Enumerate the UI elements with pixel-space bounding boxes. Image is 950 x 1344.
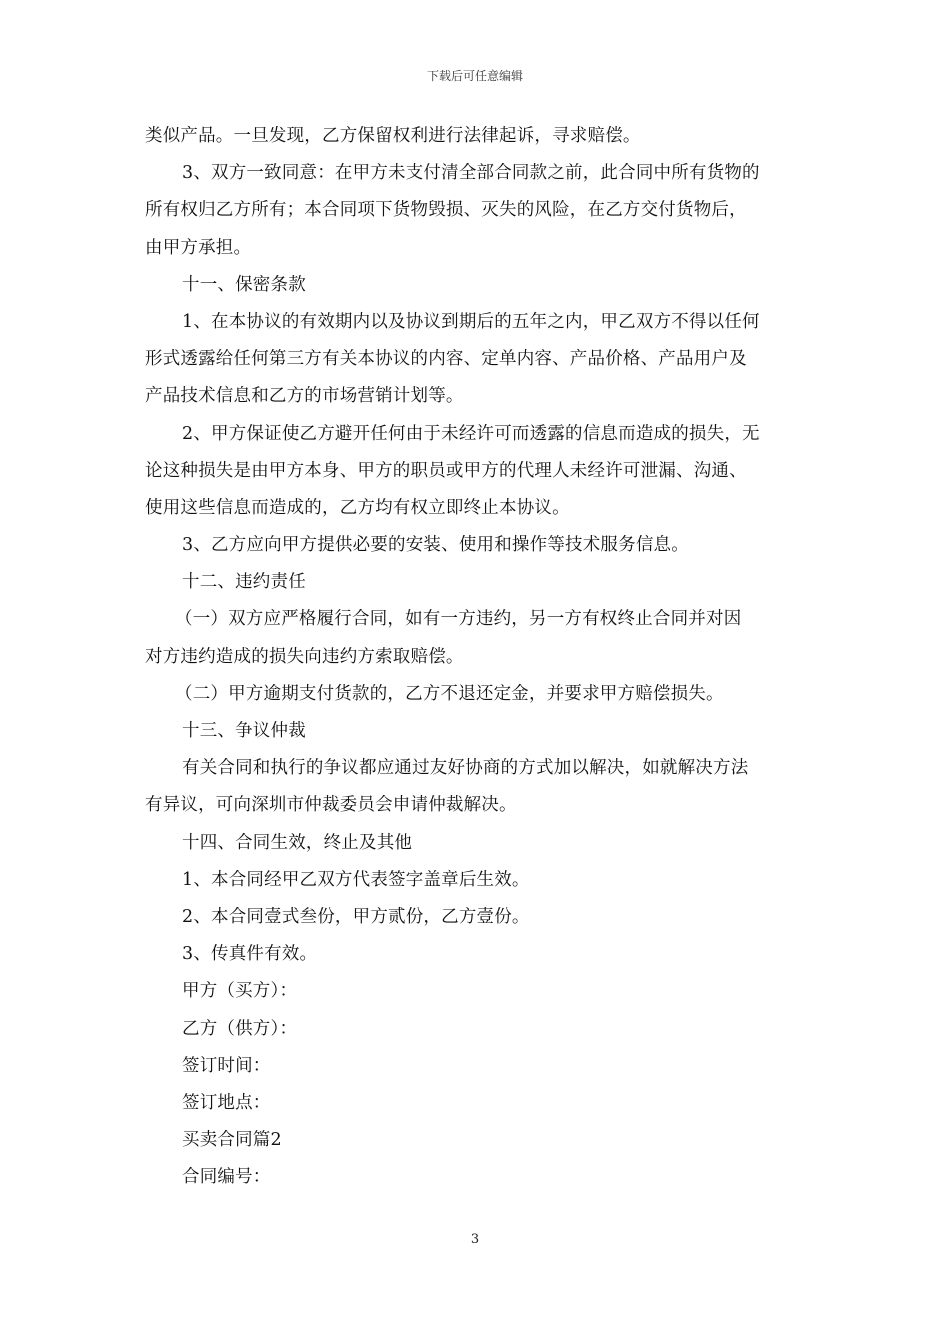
text-line: 对方违约造成的损失向违约方索取赔偿。 [145,646,464,667]
text-line: 2、本合同壹式叁份，甲方贰份，乙方壹份。 [182,906,530,927]
text-line: 十二、违约责任 [182,572,306,593]
text-line: 有关合同和执行的争议都应通过友好协商的方式加以解决，如就解决方法 [182,758,749,779]
text-line: 有异议，可向深圳市仲裁委员会申请仲裁解决。 [145,795,517,816]
text-line: 形式透露给任何第三方有关本协议的内容、定单内容、产品价格、产品用户及 [145,349,747,370]
text-line: 十一、保密条款 [182,274,306,295]
text-line: （一）双方应严格履行合同，如有一方违约，另一方有权终止合同并对因 [175,609,742,630]
text-line: 买卖合同篇2 [182,1130,282,1151]
text-line: 2、甲方保证使乙方避开任何由于未经许可而透露的信息而造成的损失，无 [182,423,760,444]
text-line: 十四、合同生效，终止及其他 [182,832,413,853]
text-line: 所有权归乙方所有；本合同项下货物毁损、灭失的风险，在乙方交付货物后， [145,200,747,221]
text-line: （二）甲方逾期支付货款的，乙方不退还定金，并要求甲方赔偿损失。 [175,683,724,704]
text-line: 合同编号： [182,1167,271,1188]
page-number: 3 [470,1232,480,1247]
text-line: 3、双方一致同意：在甲方未支付清全部合同款之前，此合同中所有货物的 [182,163,760,184]
text-line: 类似产品。一旦发现，乙方保留权利进行法律起诉，寻求赔偿。 [145,126,641,146]
text-line: 使用这些信息而造成的，乙方均有权立即终止本协议。 [145,497,570,518]
text-line: 产品技术信息和乙方的市场营销计划等。 [145,386,464,407]
text-line: 由甲方承担。 [145,237,252,258]
page-header: 下载后可任意编辑 [426,69,523,83]
text-line: 3、传真件有效。 [182,944,318,965]
text-line: 乙方（供方）： [182,1018,298,1039]
text-line: 十三、争议仲裁 [182,721,306,741]
text-line: 甲方（买方）： [182,981,298,1002]
text-line: 签订地点： [182,1092,271,1113]
text-line: 论这种损失是由甲方本身、甲方的职员或甲方的代理人未经许可泄漏、沟通、 [145,460,747,481]
text-line: 3、乙方应向甲方提供必要的安装、使用和操作等技术服务信息。 [182,535,689,556]
text-line: 1、本合同经甲乙双方代表签字盖章后生效。 [182,869,530,890]
text-line: 1、在本协议的有效期内以及协议到期后的五年之内，甲乙双方不得以任何 [182,311,760,332]
text-line: 签订时间： [182,1055,271,1076]
document-body [145,118,810,1196]
